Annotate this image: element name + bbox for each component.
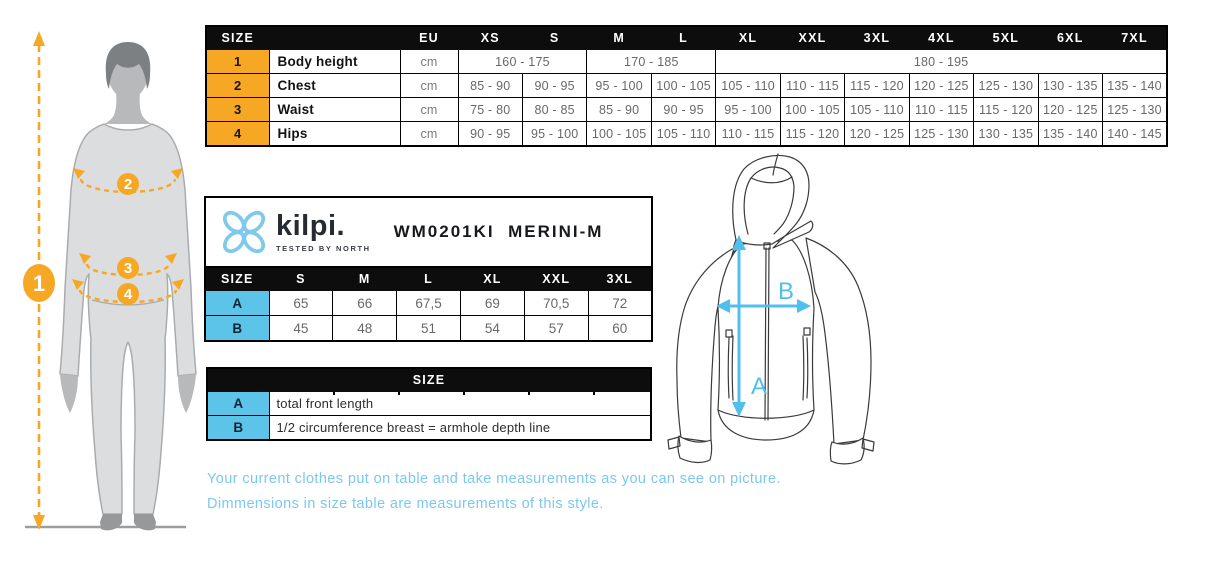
table-row-body-height xyxy=(206,50,1167,74)
value-cell: 100 - 105 xyxy=(587,122,651,147)
row-number-cell: 4 xyxy=(206,122,269,147)
value-cell: 100 - 105 xyxy=(780,98,844,122)
column-header: 3XL xyxy=(845,26,909,50)
brand-header xyxy=(204,196,653,266)
measurement-notes xyxy=(207,467,781,516)
row-number-cell: 3 xyxy=(206,98,269,122)
column-header: 3XL xyxy=(588,267,652,291)
unit-cell: cm xyxy=(400,122,458,147)
value-cell: 85 - 90 xyxy=(587,98,651,122)
measurement-legend-table xyxy=(206,367,652,441)
svg-text:2: 2 xyxy=(123,176,133,193)
size-table-header-row xyxy=(206,26,1167,50)
brand-tagline: TESTED BY NORTH xyxy=(276,243,371,253)
arrow-up-icon xyxy=(33,31,45,46)
value-cell: 51 xyxy=(397,316,461,342)
value-cell: 110 - 115 xyxy=(780,74,844,98)
column-header: S xyxy=(522,26,586,50)
figure-hands xyxy=(60,374,196,413)
measure-badge-4 xyxy=(117,283,139,305)
column-header: 6XL xyxy=(1038,26,1102,50)
value-cell: 67,5 xyxy=(397,291,461,316)
column-header-blank xyxy=(269,26,400,50)
value-cell: 66 xyxy=(333,291,397,316)
value-cell: 120 - 125 xyxy=(1038,98,1102,122)
column-header: 5XL xyxy=(974,26,1038,50)
row-label-cell: Waist xyxy=(269,98,400,122)
column-header: S xyxy=(269,267,333,291)
value-cell: 72 xyxy=(588,291,652,316)
value-cell: 95 - 100 xyxy=(716,98,780,122)
table-row-a xyxy=(205,291,652,316)
value-cell: 180 - 195 xyxy=(716,50,1167,74)
product-table-header-row xyxy=(205,267,652,291)
unit-cell: cm xyxy=(400,50,458,74)
row-number-cell: 2 xyxy=(206,74,269,98)
table-row-waist xyxy=(206,98,1167,122)
column-header: XL xyxy=(716,26,780,50)
value-cell: 48 xyxy=(333,316,397,342)
product-size-table xyxy=(204,266,653,342)
svg-text:4: 4 xyxy=(123,286,133,303)
value-cell: 140 - 145 xyxy=(1103,122,1167,147)
measure-badge-2 xyxy=(117,173,139,195)
value-cell: 57 xyxy=(524,316,588,342)
row-label-cell: Chest xyxy=(269,74,400,98)
column-header: XL xyxy=(460,267,524,291)
column-header: 7XL xyxy=(1103,26,1167,50)
product-code: WM0201KI MERINI-M xyxy=(393,222,604,241)
body-figure-illustration xyxy=(0,22,200,537)
note-line: Dimmensions in size table are measurements of this style. xyxy=(207,495,604,512)
value-cell: 170 - 185 xyxy=(587,50,716,74)
value-cell: 69 xyxy=(460,291,524,316)
jacket-label-a: A xyxy=(751,373,768,400)
value-cell: 130 - 135 xyxy=(1038,74,1102,98)
figure-head xyxy=(104,42,152,124)
value-cell: 115 - 120 xyxy=(780,122,844,147)
column-header: 4XL xyxy=(909,26,973,50)
value-cell: 100 - 105 xyxy=(651,74,715,98)
value-cell: 70,5 xyxy=(524,291,588,316)
value-cell: 95 - 100 xyxy=(587,74,651,98)
legend-row-b xyxy=(207,416,651,441)
value-cell: 130 - 135 xyxy=(974,122,1038,147)
description-cell: total front length xyxy=(269,392,651,416)
value-cell: 54 xyxy=(460,316,524,342)
value-cell: 105 - 110 xyxy=(845,98,909,122)
value-cell: 160 - 175 xyxy=(458,50,587,74)
description-cell: 1/2 circumference breast = armhole depth line xyxy=(269,416,651,441)
jacket-illustration xyxy=(652,148,924,466)
value-cell: 105 - 110 xyxy=(716,74,780,98)
table-row-b xyxy=(205,316,652,342)
row-number-cell: 1 xyxy=(206,50,269,74)
value-cell: 45 xyxy=(269,316,333,342)
column-header: XXL xyxy=(524,267,588,291)
value-cell: 120 - 125 xyxy=(909,74,973,98)
svg-text:1: 1 xyxy=(32,271,46,296)
row-label-cell: B xyxy=(205,316,269,342)
value-cell: 105 - 110 xyxy=(651,122,715,147)
table-row-chest xyxy=(206,74,1167,98)
legend-row-a xyxy=(207,392,651,416)
value-cell: 75 - 80 xyxy=(458,98,522,122)
value-cell: 80 - 85 xyxy=(522,98,586,122)
jacket-outline xyxy=(668,154,874,464)
row-label-cell: B xyxy=(207,416,269,441)
column-header: L xyxy=(651,26,715,50)
value-cell: 85 - 90 xyxy=(458,74,522,98)
measure-badge-3 xyxy=(117,257,139,279)
value-cell: 90 - 95 xyxy=(458,122,522,147)
column-header-size: SIZE xyxy=(205,267,269,291)
column-header-eu: EU xyxy=(400,26,458,50)
product-block xyxy=(204,196,653,342)
value-cell: 120 - 125 xyxy=(845,122,909,147)
value-cell: 90 - 95 xyxy=(651,98,715,122)
value-cell: 125 - 130 xyxy=(974,74,1038,98)
jacket-label-b: B xyxy=(778,278,795,305)
value-cell: 65 xyxy=(269,291,333,316)
measure-badge-1 xyxy=(23,264,55,302)
svg-text:3: 3 xyxy=(123,260,133,277)
value-cell: 115 - 120 xyxy=(845,74,909,98)
row-label-cell: A xyxy=(207,392,269,416)
value-cell: 90 - 95 xyxy=(522,74,586,98)
table-row-hips xyxy=(206,122,1167,147)
row-label-cell: A xyxy=(205,291,269,316)
column-header-size: SIZE xyxy=(206,26,269,50)
column-header-size: SIZE xyxy=(207,368,651,392)
legend-header-row xyxy=(207,368,651,392)
value-cell: 110 - 115 xyxy=(909,98,973,122)
brand-name: kilpi. xyxy=(276,209,346,242)
value-cell: 60 xyxy=(588,316,652,342)
kilpi-logo-knot-icon xyxy=(220,204,268,260)
value-cell: 135 - 140 xyxy=(1103,74,1167,98)
value-cell: 115 - 120 xyxy=(974,98,1038,122)
value-cell: 135 - 140 xyxy=(1038,122,1102,147)
value-cell: 95 - 100 xyxy=(522,122,586,147)
note-line: Your current clothes put on table and take measurements as you can see on picture. xyxy=(207,471,781,487)
column-header: XS xyxy=(458,26,522,50)
column-header: XXL xyxy=(780,26,844,50)
unit-cell: cm xyxy=(400,74,458,98)
value-cell: 125 - 130 xyxy=(1103,98,1167,122)
row-label-cell: Hips xyxy=(269,122,400,147)
value-cell: 110 - 115 xyxy=(716,122,780,147)
column-header: M xyxy=(587,26,651,50)
body-size-table xyxy=(205,25,1168,147)
unit-cell: cm xyxy=(400,98,458,122)
column-header: M xyxy=(333,267,397,291)
column-header: L xyxy=(397,267,461,291)
value-cell: 125 - 130 xyxy=(909,122,973,147)
row-label-cell: Body height xyxy=(269,50,400,74)
